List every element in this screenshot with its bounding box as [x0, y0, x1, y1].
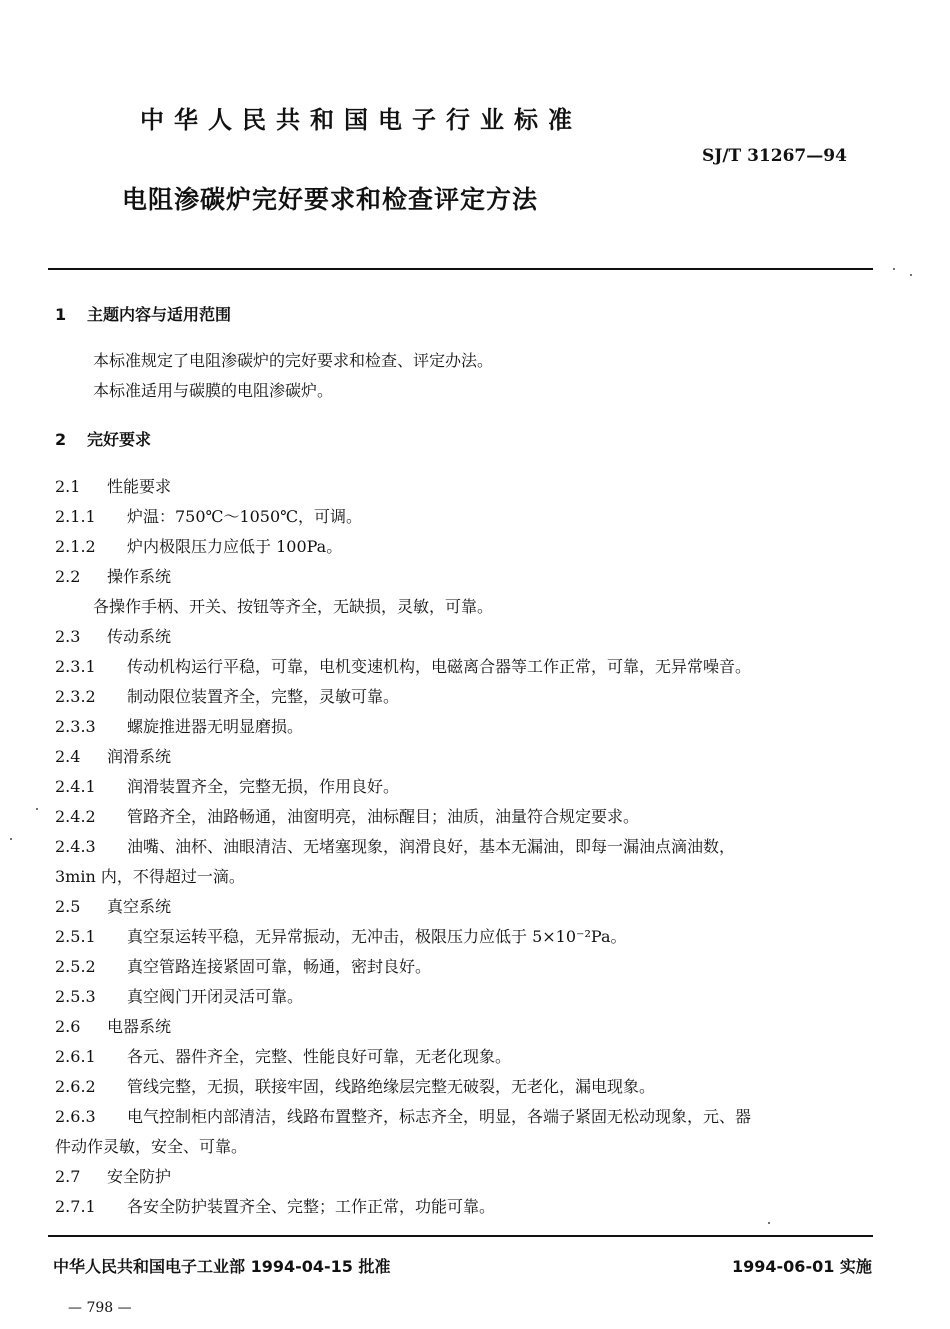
- clause: [55, 954, 431, 977]
- clause-text: 炉内极限压力应低于 100Pa。: [127, 537, 343, 556]
- clause-number: 2.3.3: [55, 717, 96, 736]
- clause-text: 真空管路连接紧固可靠，畅通，密封良好。: [127, 957, 432, 976]
- clause-number: 2.7: [55, 1167, 81, 1186]
- clause-number: 2.6.1: [55, 1047, 96, 1066]
- scan-speck: [910, 274, 912, 276]
- clause: [55, 474, 171, 497]
- clause-number: 2.4.2: [55, 807, 96, 826]
- paragraph: 件动作灵敏，安全、可靠。: [55, 1137, 248, 1156]
- clause-number: 2.5.1: [55, 927, 96, 946]
- clause-text: 各元、器件齐全，完整、性能良好可靠，无老化现象。: [127, 1047, 512, 1066]
- clause: [55, 894, 171, 917]
- clause-number: 2.3.1: [55, 657, 96, 676]
- standard-title: 中华人民共和国电子行业标准: [140, 106, 582, 134]
- page-number: — 798 —: [68, 1300, 132, 1316]
- clause-number: 2.4.3: [55, 837, 96, 856]
- clause-number: 2.6: [55, 1017, 81, 1036]
- clause: [55, 984, 303, 1007]
- section-2-heading: [55, 427, 151, 450]
- standard-code: SJ/T 31267—94: [702, 146, 847, 166]
- clause: [55, 534, 342, 557]
- section-title: 主题内容与适用范围: [87, 305, 232, 324]
- clause-text: 螺旋推进器无明显磨损。: [127, 717, 304, 736]
- clause-text: 性能要求: [107, 477, 172, 496]
- clause-text: 润滑装置齐全，完整无损，作用良好。: [127, 777, 400, 796]
- clause: [55, 504, 362, 527]
- clause: [55, 654, 751, 677]
- clause-text: 管线完整，无损，联接牢固，线路绝缘层完整无破裂，无老化，漏电现象。: [127, 1077, 656, 1096]
- bottom-rule: [48, 1235, 873, 1237]
- section-number: 2: [55, 430, 67, 449]
- clause-number: 2.4: [55, 747, 81, 766]
- clause-number: 2.1.2: [55, 537, 96, 556]
- clause-text: 真空系统: [107, 897, 172, 916]
- clause-text: 传动机构运行平稳，可靠，电机变速机构，电磁离合器等工作正常，可靠，无异常噪音。: [127, 657, 752, 676]
- clause-text: 真空阀门开闭灵活可靠。: [127, 987, 304, 1006]
- clause: [55, 1014, 171, 1037]
- clause-text: 各安全防护装置齐全、完整；工作正常，功能可靠。: [127, 1197, 496, 1216]
- clause-text: 操作系统: [107, 567, 172, 586]
- clause-text: 润滑系统: [107, 747, 172, 766]
- clause: [55, 924, 626, 947]
- clause-text: 炉温：750℃～1050℃，可调。: [127, 507, 363, 526]
- approval-line: 中华人民共和国电子工业部 1994-04-15 批准: [53, 1257, 391, 1276]
- scan-speck: [10, 838, 12, 840]
- clause-text: 制动限位装置齐全，完整，灵敏可靠。: [127, 687, 400, 706]
- clause: [55, 1194, 495, 1217]
- clause: [55, 744, 171, 767]
- clause-number: 2.7.1: [55, 1197, 96, 1216]
- implementation-date: 1994-06-01 实施: [732, 1257, 872, 1276]
- clause-number: 2.6.3: [55, 1107, 96, 1126]
- paragraph: 本标准适用与碳膜的电阻渗碳炉。: [93, 381, 334, 400]
- clause-text: 安全防护: [107, 1167, 172, 1186]
- paragraph: 3min 内，不得超过一滴。: [55, 867, 245, 886]
- section-number: 1: [55, 305, 67, 324]
- document-title: 电阻渗碳炉完好要求和检查评定方法: [122, 185, 539, 214]
- clause-number: 2.3.2: [55, 687, 96, 706]
- clause: [55, 624, 171, 647]
- clause-number: 2.1.1: [55, 507, 96, 526]
- clause-number: 2.4.1: [55, 777, 96, 796]
- clause-text: 电器系统: [107, 1017, 172, 1036]
- clause: [55, 1104, 751, 1127]
- clause-text: 管路齐全，油路畅通，油窗明亮，油标醒目；油质，油量符合规定要求。: [127, 807, 640, 826]
- clause: [55, 714, 303, 737]
- scan-speck: [768, 1222, 770, 1224]
- clause-text: 油嘴、油杯、油眼清洁、无堵塞现象，润滑良好，基本无漏油，即每一漏油点滴油数，: [127, 837, 736, 856]
- clause-number: 2.1: [55, 477, 81, 496]
- clause: [55, 1074, 655, 1097]
- clause: [55, 684, 399, 707]
- paragraph: 本标准规定了电阻渗碳炉的完好要求和检查、评定办法。: [93, 351, 494, 370]
- clause-number: 2.2: [55, 567, 81, 586]
- clause-number: 2.3: [55, 627, 81, 646]
- clause-text: 传动系统: [107, 627, 172, 646]
- clause: [55, 1044, 511, 1067]
- section-1-heading: [55, 302, 231, 325]
- scan-speck: [893, 268, 895, 270]
- clause-text: 真空泵运转平稳，无异常振动，无冲击，极限压力应低于 5×10⁻²Pa。: [127, 927, 627, 946]
- top-rule: [48, 268, 873, 270]
- clause-number: 2.5.2: [55, 957, 96, 976]
- clause: [55, 564, 171, 587]
- clause: [55, 1164, 171, 1187]
- clause: [55, 804, 639, 827]
- scan-speck: [36, 808, 38, 810]
- clause-number: 2.6.2: [55, 1077, 96, 1096]
- section-title: 完好要求: [87, 430, 152, 449]
- clause-text: 电气控制柜内部清洁，线路布置整齐，标志齐全，明显，各端子紧固无松动现象，元、器: [127, 1107, 752, 1126]
- clause: [55, 774, 399, 797]
- clause-number: 2.5: [55, 897, 81, 916]
- clause: [55, 834, 735, 857]
- clause-number: 2.5.3: [55, 987, 96, 1006]
- paragraph: 各操作手柄、开关、按钮等齐全，无缺损，灵敏，可靠。: [93, 597, 494, 616]
